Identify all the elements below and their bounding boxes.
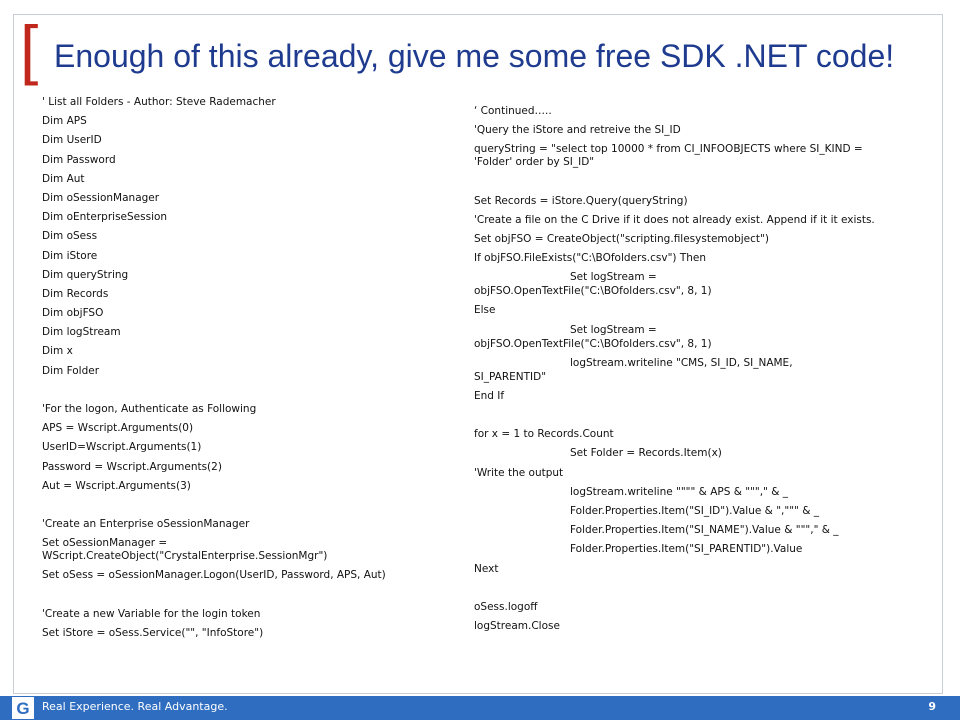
code-line: Folder.Properties.Item("SI_NAME").Value & """," & _ [570,524,839,537]
code-line: Aut = Wscript.Arguments(3) [42,479,191,492]
code-line: logStream.writeline """" & APS & """," & _ [570,485,789,498]
code-line: 'Query the iStore and retreive the SI_ID [474,124,681,137]
code-line: Dim UserID [42,134,102,147]
code-line: Dim Aut [42,172,85,185]
company-logo-icon [12,697,34,719]
code-line: 'Create a file on the C Drive if it does not already exist. Append if it it exists. [474,213,875,226]
code-line: Dim Password [42,153,116,166]
blank-line [474,582,889,601]
code-line: Folder.Properties.Item("SI_PARENTID").Value [570,543,803,556]
code-line: Dim Folder [42,364,100,377]
code-line: Dim objFSO [42,307,104,320]
code-line: Set iStore = oSess.Service("", "InfoStore") [42,626,264,639]
blank-line [474,409,889,428]
code-line: Set Records = iStore.Query(queryString) [474,194,688,207]
code-line: ‘ Continued….. [474,105,552,117]
code-line: Set Folder = Records.Item(x) [570,447,722,460]
code-line: End If [474,389,505,402]
left-code-column [42,96,437,646]
title-bracket: [ [20,12,39,86]
code-line: Set logStream = [570,271,657,284]
code-line: Dim iStore [42,249,98,262]
code-line: objFSO.OpenTextFile("C:\BOfolders.csv", 8, 1) [474,337,712,350]
code-line: Dim oEnterpriseSession [42,211,168,224]
code-line: Set logStream = [570,323,657,336]
code-line: 'Write the output [474,466,564,479]
footer-bar [0,696,960,720]
page-number: 9 [928,700,936,713]
code-line: If objFSO.FileExists("C:\BOfolders.csv") Then [474,251,707,264]
code-line: logStream.Close [474,620,560,633]
code-line: Dim APS [42,115,87,128]
code-line: 'Create an Enterprise oSessionManager [42,518,250,531]
blank-line [42,499,437,518]
code-line: UserID=Wscript.Arguments(1) [42,441,202,454]
code-line: objFSO.OpenTextFile("C:\BOfolders.csv", 8, 1) [474,285,712,298]
code-line: 'For the logon, Authenticate as Following [42,403,257,415]
code-line: Set oSess = oSessionManager.Logon(UserID, Password, APS, Aut) [42,569,386,582]
blank-line [42,589,437,608]
code-line: Dim logStream [42,326,121,339]
logo-letter: G [16,699,30,718]
code-line: ' List all Folders - Author: Steve Rademacher [42,96,276,108]
code-line: Set oSessionManager = WScript.CreateObject("CrystalEnterprise.SessionMgr") [42,537,328,563]
code-line: oSess.logoff [474,600,538,613]
code-line: APS = Wscript.Arguments(0) [42,422,194,435]
code-line: Dim oSessionManager [42,191,160,204]
code-line: Dim Records [42,287,109,300]
code-line: Next [474,562,499,575]
blank-line [474,175,889,194]
code-line: logStream.writeline "CMS, SI_ID, SI_NAME, [570,356,793,369]
code-line: 'Create a new Variable for the login token [42,607,261,620]
code-line: Else [474,304,496,317]
slide-title: Enough of this already, give me some free SDK .NET code! [54,38,895,74]
code-line: Dim oSess [42,230,98,243]
blank-line [42,384,437,403]
code-line: SI_PARENTID" [474,370,547,383]
code-line: Set objFSO = CreateObject("scripting.filesystemobject") [474,232,769,245]
code-line: Password = Wscript.Arguments(2) [42,460,222,473]
code-line: for x = 1 to Records.Count [474,428,614,441]
code-line: queryString = "select top 10000 * from CI_INFOOBJECTS where SI_KIND = 'Folder' order by SI_ID" [474,143,863,169]
right-code-column [474,105,889,639]
code-line: Dim queryString [42,268,129,281]
footer-tagline: Real Experience. Real Advantage. [42,700,228,713]
code-line: Folder.Properties.Item("SI_ID").Value & ",""" & _ [570,505,819,517]
code-line: Dim x [42,345,73,358]
